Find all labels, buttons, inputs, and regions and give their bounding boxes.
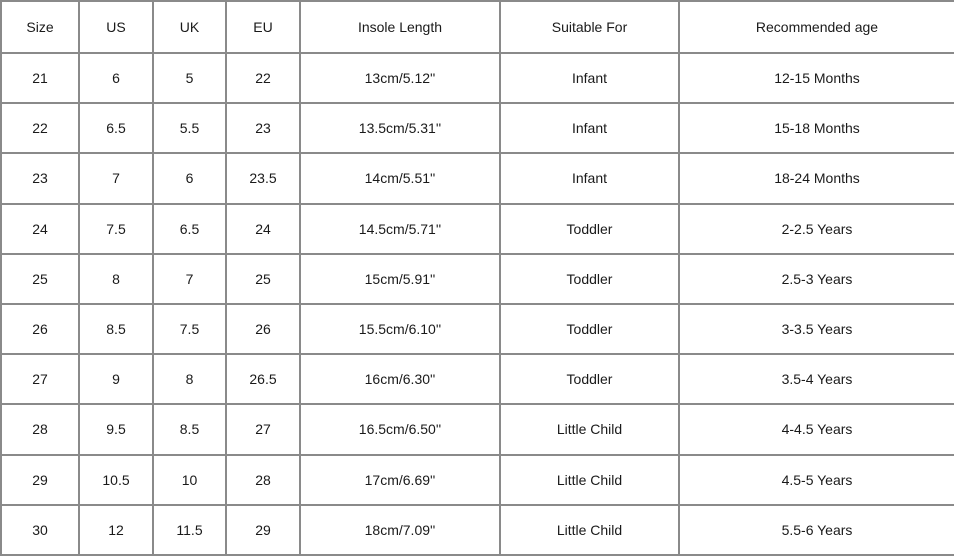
cell-size: 21 [1, 53, 79, 103]
cell-eu: 24 [226, 204, 300, 254]
table-row [1, 103, 954, 153]
cell-size: 26 [1, 304, 79, 354]
cell-eu: 22 [226, 53, 300, 103]
cell-us: 6.5 [79, 103, 153, 153]
cell-uk: 5.5 [153, 103, 226, 153]
column-header-eu: EU [226, 1, 300, 53]
table-row [1, 254, 954, 304]
cell-recommended-age: 3-3.5 Years [679, 304, 954, 354]
column-header-us: US [79, 1, 153, 53]
cell-recommended-age: 18-24 Months [679, 153, 954, 203]
cell-insole-length: 18cm/7.09'' [300, 505, 500, 555]
cell-recommended-age: 3.5-4 Years [679, 354, 954, 404]
cell-recommended-age: 5.5-6 Years [679, 505, 954, 555]
cell-recommended-age: 4.5-5 Years [679, 455, 954, 505]
cell-us: 12 [79, 505, 153, 555]
column-header-recommended-age: Recommended age [679, 1, 954, 53]
cell-size: 25 [1, 254, 79, 304]
cell-insole-length: 14cm/5.51'' [300, 153, 500, 203]
cell-eu: 23.5 [226, 153, 300, 203]
header-row [1, 1, 954, 53]
column-header-suitable-for: Suitable For [500, 1, 679, 53]
cell-suitable-for: Toddler [500, 354, 679, 404]
table-row [1, 455, 954, 505]
cell-recommended-age: 2.5-3 Years [679, 254, 954, 304]
cell-uk: 7.5 [153, 304, 226, 354]
cell-suitable-for: Toddler [500, 204, 679, 254]
cell-size: 30 [1, 505, 79, 555]
cell-recommended-age: 15-18 Months [679, 103, 954, 153]
cell-us: 9.5 [79, 404, 153, 454]
column-header-size: Size [1, 1, 79, 53]
cell-size: 27 [1, 354, 79, 404]
cell-insole-length: 14.5cm/5.71'' [300, 204, 500, 254]
table-row [1, 404, 954, 454]
cell-recommended-age: 2-2.5 Years [679, 204, 954, 254]
cell-uk: 11.5 [153, 505, 226, 555]
cell-suitable-for: Infant [500, 153, 679, 203]
table-row [1, 354, 954, 404]
cell-us: 9 [79, 354, 153, 404]
cell-size: 28 [1, 404, 79, 454]
cell-suitable-for: Toddler [500, 304, 679, 354]
cell-suitable-for: Toddler [500, 254, 679, 304]
cell-insole-length: 13cm/5.12'' [300, 53, 500, 103]
table-row [1, 204, 954, 254]
cell-suitable-for: Little Child [500, 404, 679, 454]
table-row [1, 153, 954, 203]
cell-us: 8.5 [79, 304, 153, 354]
cell-suitable-for: Infant [500, 53, 679, 103]
cell-suitable-for: Infant [500, 103, 679, 153]
cell-eu: 29 [226, 505, 300, 555]
table-row [1, 505, 954, 555]
cell-eu: 26.5 [226, 354, 300, 404]
cell-uk: 7 [153, 254, 226, 304]
cell-recommended-age: 4-4.5 Years [679, 404, 954, 454]
cell-eu: 26 [226, 304, 300, 354]
cell-insole-length: 16cm/6.30'' [300, 354, 500, 404]
cell-uk: 8 [153, 354, 226, 404]
table-row [1, 53, 954, 103]
column-header-uk: UK [153, 1, 226, 53]
cell-insole-length: 17cm/6.69'' [300, 455, 500, 505]
table-row [1, 304, 954, 354]
cell-us: 7.5 [79, 204, 153, 254]
column-header-insole-length: Insole Length [300, 1, 500, 53]
cell-uk: 6.5 [153, 204, 226, 254]
cell-us: 10.5 [79, 455, 153, 505]
cell-uk: 10 [153, 455, 226, 505]
cell-us: 8 [79, 254, 153, 304]
cell-eu: 27 [226, 404, 300, 454]
cell-suitable-for: Little Child [500, 455, 679, 505]
cell-insole-length: 16.5cm/6.50'' [300, 404, 500, 454]
cell-size: 23 [1, 153, 79, 203]
cell-insole-length: 15.5cm/6.10'' [300, 304, 500, 354]
cell-eu: 25 [226, 254, 300, 304]
cell-uk: 6 [153, 153, 226, 203]
cell-size: 24 [1, 204, 79, 254]
cell-recommended-age: 12-15 Months [679, 53, 954, 103]
cell-eu: 23 [226, 103, 300, 153]
cell-size: 22 [1, 103, 79, 153]
cell-eu: 28 [226, 455, 300, 505]
cell-us: 6 [79, 53, 153, 103]
cell-uk: 5 [153, 53, 226, 103]
cell-suitable-for: Little Child [500, 505, 679, 555]
cell-uk: 8.5 [153, 404, 226, 454]
cell-size: 29 [1, 455, 79, 505]
cell-insole-length: 13.5cm/5.31'' [300, 103, 500, 153]
cell-insole-length: 15cm/5.91'' [300, 254, 500, 304]
cell-us: 7 [79, 153, 153, 203]
